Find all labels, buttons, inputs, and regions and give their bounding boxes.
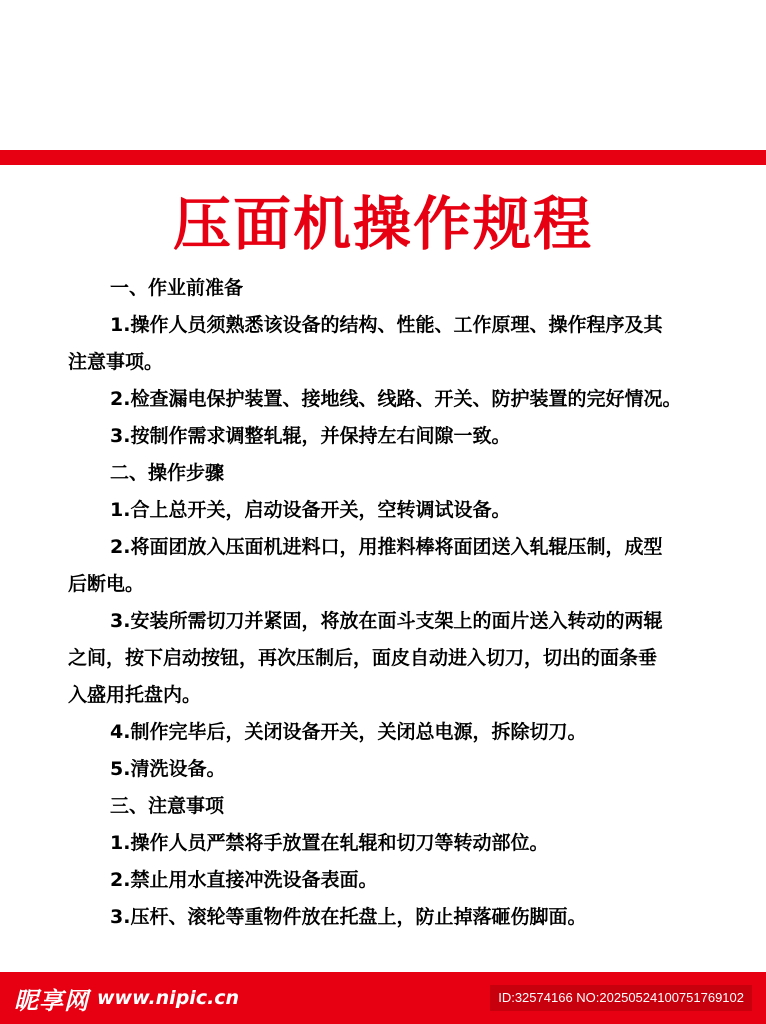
text-line: 后断电。: [68, 573, 145, 595]
top-red-bar: [0, 150, 766, 165]
section-heading: 一、作业前准备: [110, 277, 244, 299]
text-line: 2.禁止用水直接冲洗设备表面。: [110, 869, 378, 891]
text-line: 1.操作人员须熟悉该设备的结构、性能、工作原理、操作程序及其: [110, 314, 663, 336]
section-heading: 三、注意事项: [110, 795, 225, 817]
text-line: 5.清洗设备。: [110, 758, 226, 780]
nipic-logo: [14, 982, 239, 1014]
text-line: 入盛用托盘内。: [68, 684, 202, 706]
text-line: 2.检查漏电保护装置、接地线、线路、开关、防护装置的完好情况。: [110, 388, 682, 410]
page-title: 压面机操作规程: [172, 190, 593, 258]
text-line: 2.将面团放入压面机进料口，用推料棒将面团送入轧辊压制，成型: [110, 536, 663, 558]
procedure-content: [68, 270, 708, 936]
watermark-footer-bar: [0, 972, 766, 1024]
text-line: 3.安装所需切刀并紧固，将放在面斗支架上的面片送入转动的两辊: [110, 610, 663, 632]
text-line: 1.操作人员严禁将手放置在轧辊和切刀等转动部位。: [110, 832, 549, 854]
text-line: 之间，按下启动按钮，再次压制后，面皮自动进入切刀，切出的面条垂: [68, 647, 658, 669]
text-line: 3.压杆、滚轮等重物件放在托盘上，防止掉落砸伤脚面。: [110, 906, 587, 928]
image-id-label: ID:32574166 NO:20250524100751769102: [490, 985, 752, 1011]
text-line: 4.制作完毕后，关闭设备开关，关闭总电源，拆除切刀。: [110, 721, 587, 743]
logo-site: www.nipic.cn: [97, 987, 240, 1009]
section-heading: 二、操作步骤: [110, 462, 225, 484]
text-line: 3.按制作需求调整轧辊，并保持左右间隙一致。: [110, 425, 511, 447]
text-line: 注意事项。: [68, 351, 164, 373]
text-line: 1.合上总开关，启动设备开关，空转调试设备。: [110, 499, 511, 521]
logo-brand: 昵享网: [14, 986, 89, 1015]
